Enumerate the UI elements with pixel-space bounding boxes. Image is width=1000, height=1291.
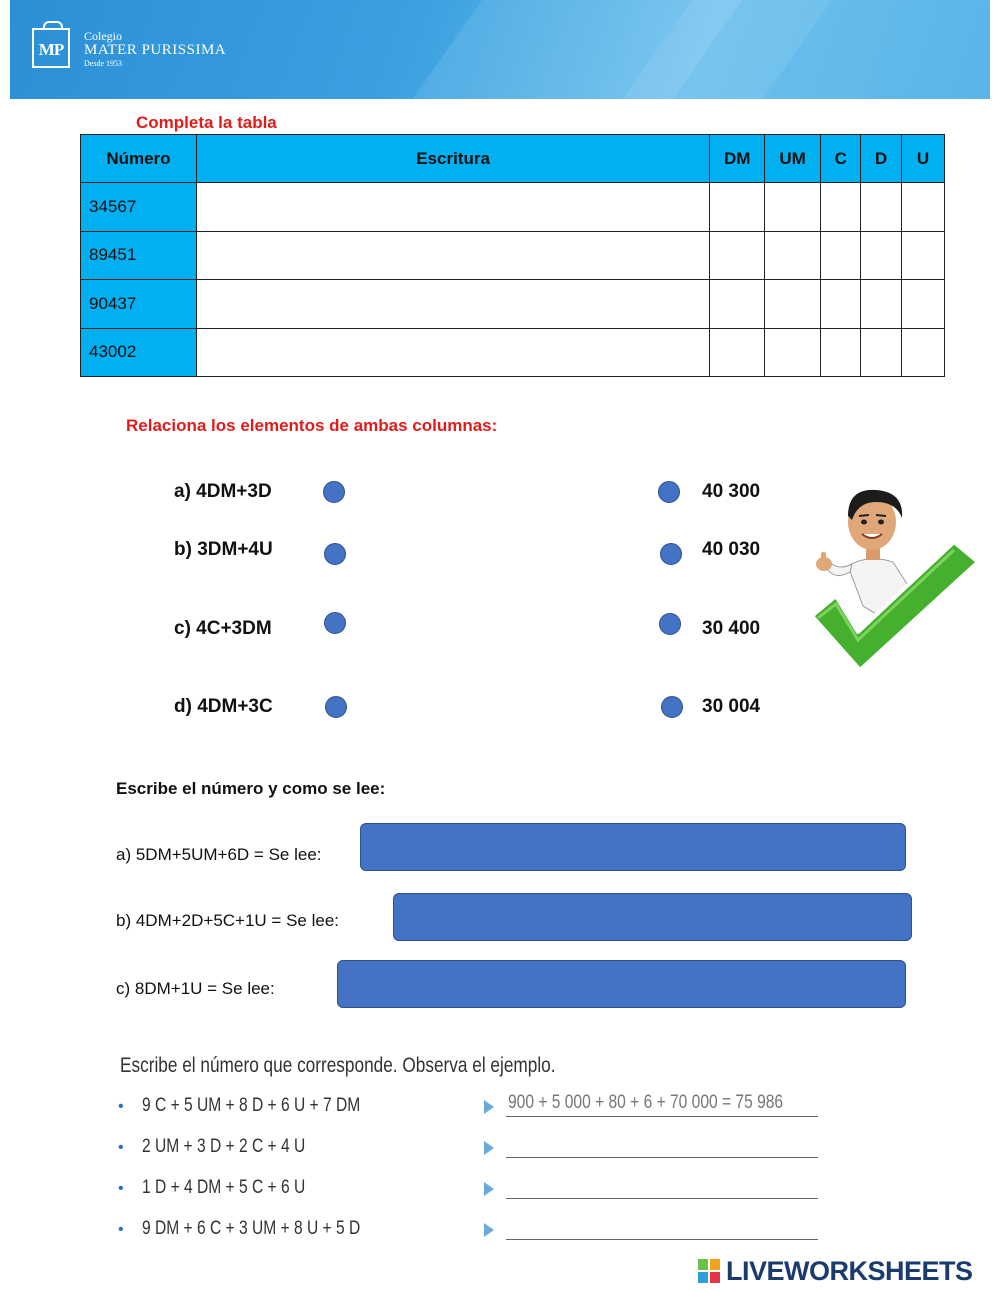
boy-checkmark-illustration bbox=[808, 484, 980, 676]
write-read-title: Escribe el número y como se lee: bbox=[116, 779, 386, 798]
example-answer: 900 + 5 000 + 80 + 6 + 70 000 = 75 986 bbox=[508, 1092, 784, 1113]
dm-cell[interactable] bbox=[710, 328, 765, 377]
row-number: 90437 bbox=[81, 280, 197, 329]
match-left-c: c) 4C+3DM bbox=[174, 618, 272, 639]
match-dot-left-c[interactable] bbox=[324, 612, 346, 634]
decompose-item-3: 1 D + 4 DM + 5 C + 6 U bbox=[142, 1177, 306, 1198]
um-cell[interactable] bbox=[765, 183, 821, 232]
escritura-cell[interactable] bbox=[196, 280, 709, 329]
c-cell[interactable] bbox=[821, 231, 861, 280]
school-logo bbox=[32, 28, 70, 68]
bullet-icon: • bbox=[118, 1098, 124, 1115]
bullet-icon: • bbox=[118, 1139, 124, 1156]
um-cell[interactable] bbox=[765, 280, 821, 329]
col-c: C bbox=[821, 135, 861, 183]
arrow-icon bbox=[484, 1141, 494, 1155]
liveworksheets-brand: LIVEWORKSHEETS bbox=[726, 1256, 973, 1286]
answer-line-4[interactable] bbox=[506, 1239, 818, 1240]
answer-line-2[interactable] bbox=[506, 1157, 818, 1158]
match-dot-right-c[interactable] bbox=[659, 613, 681, 635]
u-cell[interactable] bbox=[902, 231, 945, 280]
dm-cell[interactable] bbox=[710, 280, 765, 329]
logo-text: MP bbox=[38, 40, 64, 59]
match-left-d: d) 4DM+3C bbox=[174, 696, 273, 717]
col-um: UM bbox=[765, 135, 821, 183]
dm-cell[interactable] bbox=[710, 183, 765, 232]
table-row bbox=[81, 231, 945, 280]
decompose-title: Escribe el número que corresponde. Observa el ejemplo. bbox=[120, 1054, 556, 1077]
school-line3: Desde 1953 bbox=[84, 59, 122, 68]
um-cell[interactable] bbox=[765, 231, 821, 280]
place-value-table bbox=[80, 134, 945, 377]
c-cell[interactable] bbox=[821, 280, 861, 329]
u-cell[interactable] bbox=[902, 280, 945, 329]
read-item-b: b) 4DM+2D+5C+1U = Se lee: bbox=[116, 911, 340, 930]
col-dm: DM bbox=[710, 135, 765, 183]
um-cell[interactable] bbox=[765, 328, 821, 377]
match-dot-left-a[interactable] bbox=[323, 481, 345, 503]
read-item-c: c) 8DM+1U = Se lee: bbox=[116, 979, 275, 998]
match-left-a: a) 4DM+3D bbox=[174, 481, 272, 502]
d-cell[interactable] bbox=[861, 328, 902, 377]
d-cell[interactable] bbox=[861, 231, 902, 280]
u-cell[interactable] bbox=[902, 328, 945, 377]
answer-box-a[interactable] bbox=[360, 823, 906, 871]
school-line2: MATER PURISSIMA bbox=[84, 42, 227, 58]
match-dot-right-b[interactable] bbox=[660, 543, 682, 565]
answer-line-1 bbox=[506, 1116, 818, 1117]
d-cell[interactable] bbox=[861, 183, 902, 232]
crown-icon bbox=[43, 21, 63, 30]
liveworksheets-logo-icon bbox=[698, 1259, 720, 1283]
row-number: 89451 bbox=[81, 231, 197, 280]
table-row bbox=[81, 328, 945, 377]
decompose-item-4: 9 DM + 6 C + 3 UM + 8 U + 5 D bbox=[142, 1218, 361, 1239]
school-line1: Colegio bbox=[84, 29, 122, 43]
arrow-icon bbox=[484, 1100, 494, 1114]
escritura-cell[interactable] bbox=[196, 231, 709, 280]
bullet-icon: • bbox=[118, 1180, 124, 1197]
match-dot-left-b[interactable] bbox=[324, 543, 346, 565]
col-escritura: Escritura bbox=[196, 135, 709, 183]
escritura-cell[interactable] bbox=[196, 183, 709, 232]
c-cell[interactable] bbox=[821, 183, 861, 232]
col-numero: Número bbox=[81, 135, 197, 183]
match-right-a: 40 300 bbox=[702, 481, 761, 502]
dm-cell[interactable] bbox=[710, 231, 765, 280]
match-right-c: 30 400 bbox=[702, 618, 761, 639]
match-title: Relaciona los elementos de ambas columnas: bbox=[126, 416, 498, 435]
school-header bbox=[10, 0, 990, 99]
match-left-b: b) 3DM+4U bbox=[174, 539, 273, 560]
table-header-row bbox=[81, 135, 945, 183]
arrow-icon bbox=[484, 1182, 494, 1196]
match-dot-right-a[interactable] bbox=[658, 481, 680, 503]
c-cell[interactable] bbox=[821, 328, 861, 377]
table-row bbox=[81, 280, 945, 329]
decompose-item-2: 2 UM + 3 D + 2 C + 4 U bbox=[142, 1136, 306, 1157]
col-u: U bbox=[902, 135, 945, 183]
answer-line-3[interactable] bbox=[506, 1198, 818, 1199]
row-number: 43002 bbox=[81, 328, 197, 377]
match-dot-left-d[interactable] bbox=[325, 696, 347, 718]
answer-box-b[interactable] bbox=[393, 893, 912, 941]
col-d: D bbox=[861, 135, 902, 183]
table-title: Completa la tabla bbox=[136, 113, 277, 132]
row-number: 34567 bbox=[81, 183, 197, 232]
escritura-cell[interactable] bbox=[196, 328, 709, 377]
school-name bbox=[84, 30, 226, 68]
answer-box-c[interactable] bbox=[337, 960, 906, 1008]
read-item-a: a) 5DM+5UM+6D = Se lee: bbox=[116, 845, 322, 864]
d-cell[interactable] bbox=[861, 280, 902, 329]
bullet-icon: • bbox=[118, 1221, 124, 1238]
match-right-b: 40 030 bbox=[702, 539, 761, 560]
u-cell[interactable] bbox=[902, 183, 945, 232]
match-right-d: 30 004 bbox=[702, 696, 761, 717]
match-dot-right-d[interactable] bbox=[661, 696, 683, 718]
decompose-item-1: 9 C + 5 UM + 8 D + 6 U + 7 DM bbox=[142, 1095, 361, 1116]
arrow-icon bbox=[484, 1223, 494, 1237]
table-row bbox=[81, 183, 945, 232]
